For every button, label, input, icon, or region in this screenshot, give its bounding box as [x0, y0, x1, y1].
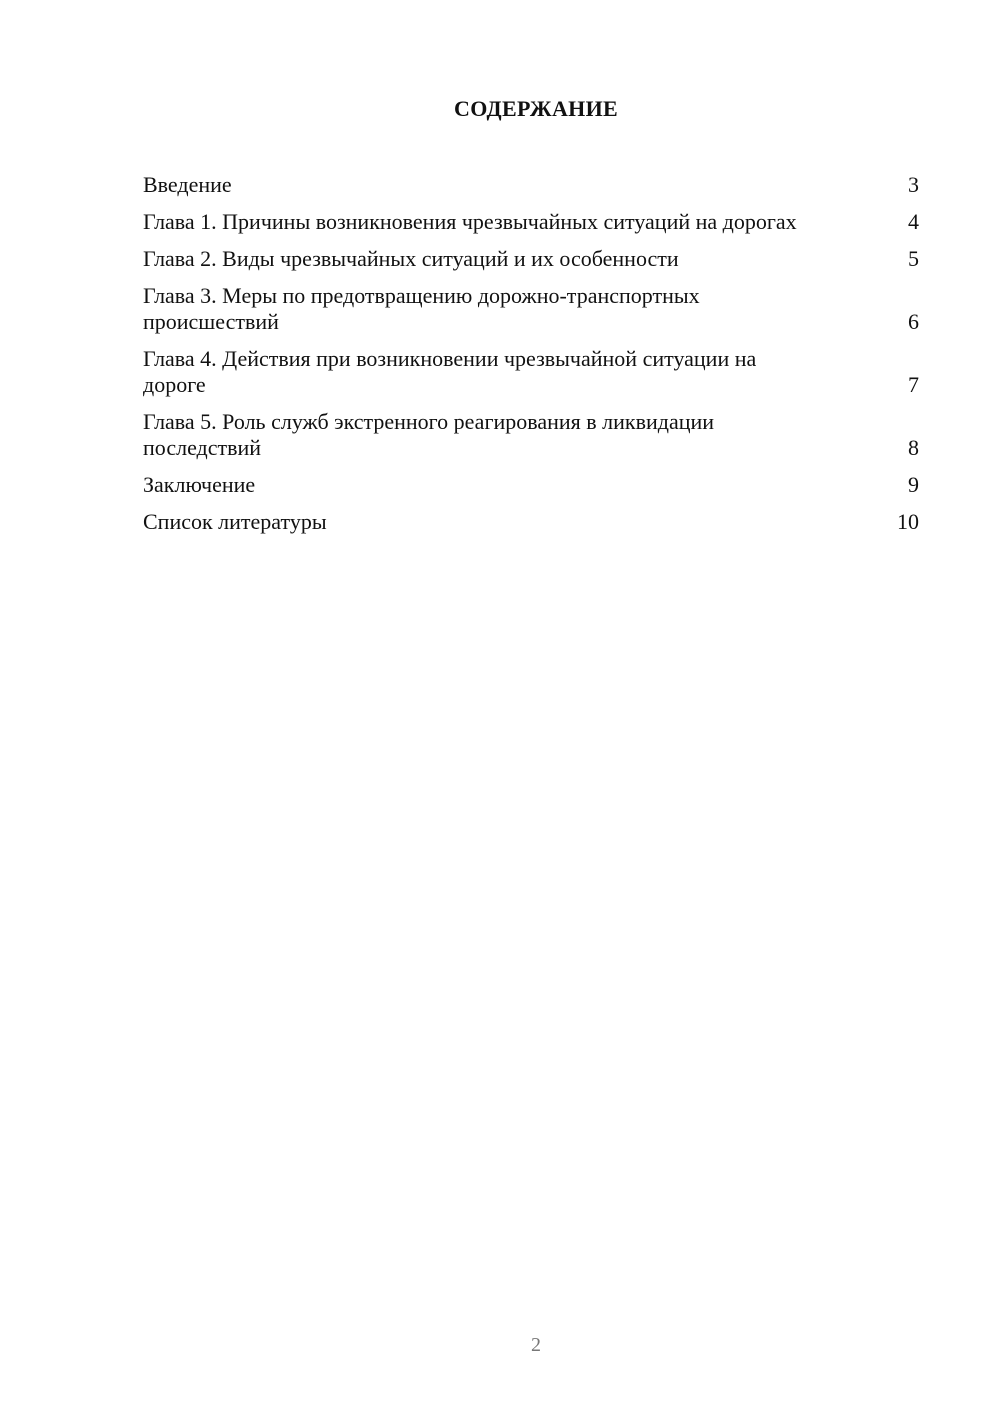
toc-entry-text: Глава 5. Роль служб экстренного реагирования в ликвидации последствий: [143, 409, 715, 460]
toc-entry-chapter-3: [143, 283, 919, 335]
toc-entry-text: Глава 4. Действия при возникновении чрезвычайной ситуации на дороге: [143, 346, 757, 397]
toc-entry-page: 8: [908, 435, 919, 460]
toc-entry-text: Глава 3. Меры по предотвращению дорожно-транспортных происшествий: [143, 283, 700, 334]
toc-title: СОДЕРЖАНИЕ: [454, 96, 618, 121]
page-number: 2: [531, 1334, 541, 1356]
toc-entry-chapter-4: [143, 346, 919, 398]
toc-entry-page: 7: [908, 372, 919, 397]
toc-entry-page: 6: [908, 309, 919, 334]
toc-entry-chapter-2: [143, 246, 919, 272]
toc-entry-page: 10: [897, 509, 919, 534]
toc-entry-text: Глава 2. Виды чрезвычайных ситуаций и их особенности: [143, 246, 679, 271]
toc-entry-conclusion: [143, 472, 919, 498]
toc-entry-text: Заключение: [143, 472, 256, 497]
toc-entry-page: 3: [908, 172, 919, 197]
toc-entry-references: [143, 509, 919, 535]
toc-entry-text: Список литературы: [143, 509, 327, 534]
toc-entry-page: 4: [908, 209, 919, 234]
toc-entry-text: Введение: [143, 172, 232, 197]
table-of-contents: [143, 172, 919, 546]
toc-entry-page: 5: [908, 246, 919, 271]
toc-entry-text: Глава 1. Причины возникновения чрезвычайных ситуаций на дорогах: [143, 209, 797, 234]
toc-entry-introduction: [143, 172, 919, 198]
toc-entry-chapter-5: [143, 409, 919, 461]
toc-entry-page: 9: [908, 472, 919, 497]
toc-entry-chapter-1: [143, 209, 919, 235]
